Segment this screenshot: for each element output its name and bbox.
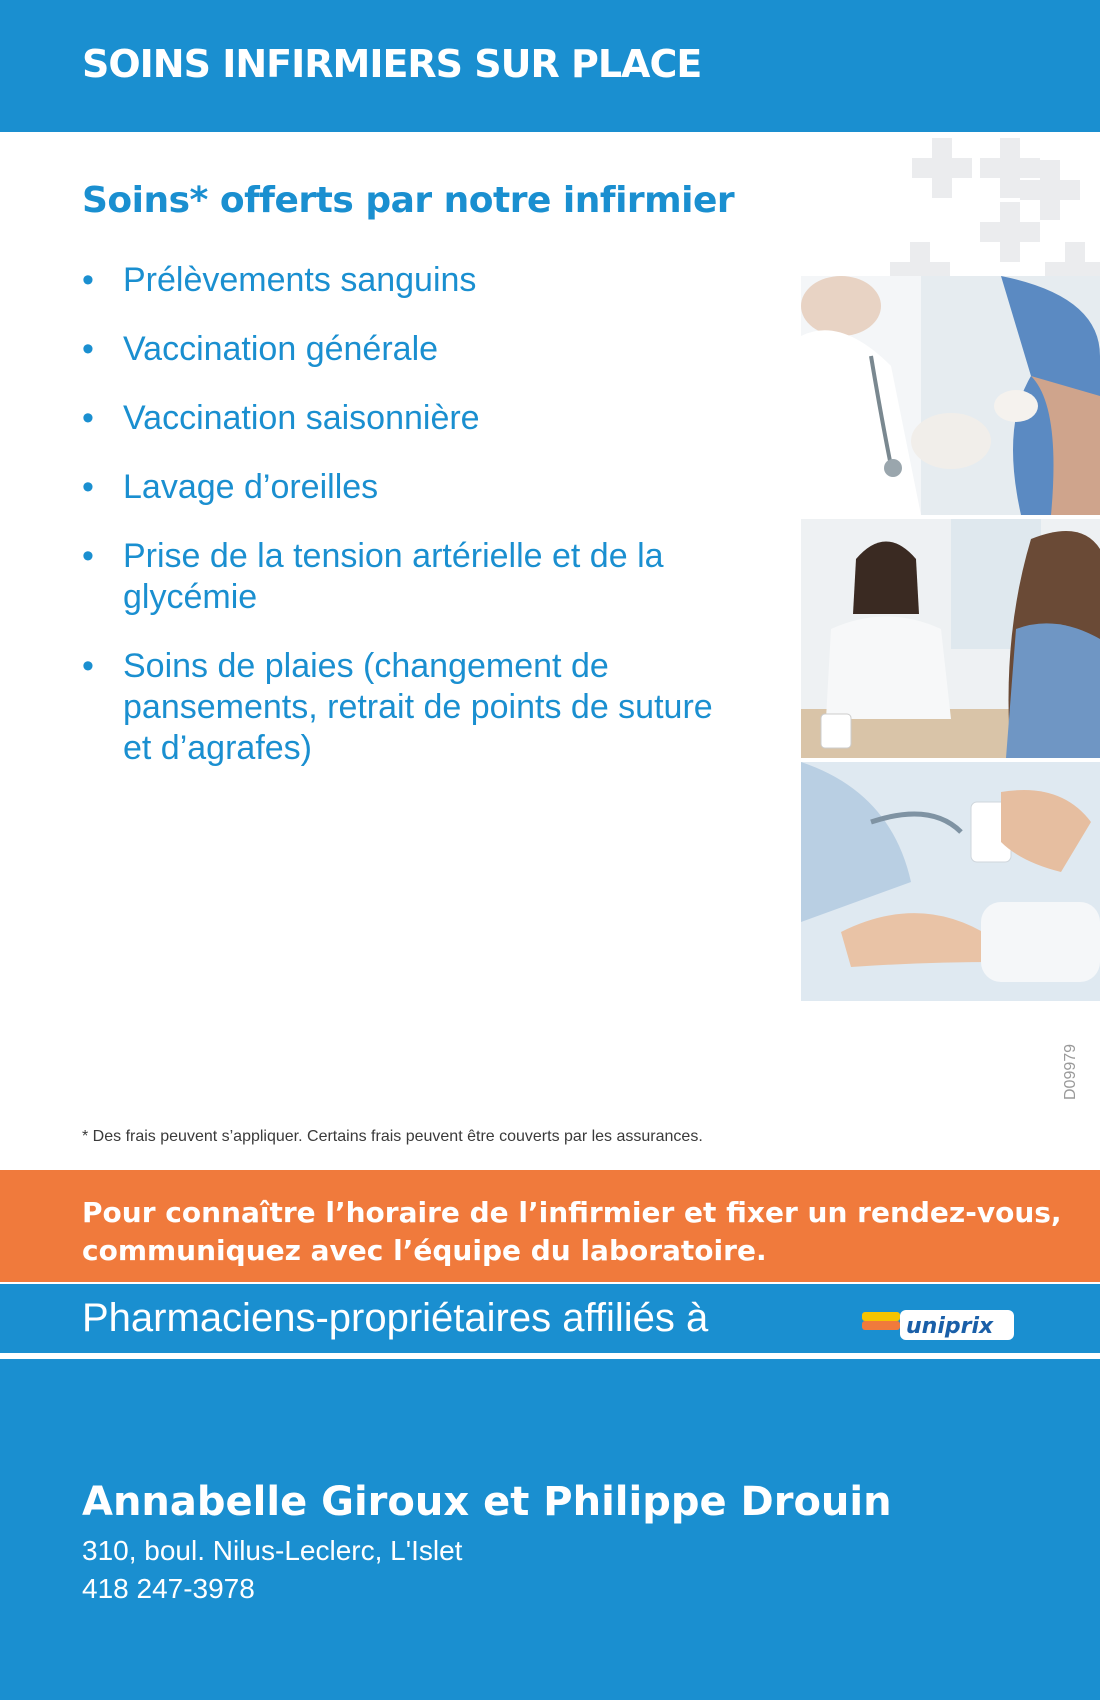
list-item [82, 646, 722, 769]
bullet-icon: • [82, 399, 94, 437]
bullet-icon: • [82, 468, 94, 506]
services-list [82, 260, 722, 797]
bullet-icon: • [82, 261, 94, 299]
service-label: Prélèvements sanguins [123, 261, 477, 299]
callout-banner [0, 1170, 1100, 1282]
service-label: Soins de plaies (changement de pansements, retrait de points de suture et d’agrafes) [123, 647, 713, 767]
bullet-icon: • [82, 647, 94, 685]
service-label: Lavage d’oreilles [123, 468, 379, 506]
service-label: Vaccination générale [123, 330, 439, 368]
affiliation-bar [0, 1284, 1100, 1356]
svg-text:uniprix: uniprix [906, 1314, 994, 1339]
photo-column [801, 276, 1100, 1005]
bullet-icon: • [82, 537, 94, 575]
list-item [82, 398, 722, 439]
uniprix-logo-icon [860, 1304, 1016, 1346]
nurse-vaccination-photo [801, 276, 1100, 515]
document-code: D09979 [1062, 1043, 1079, 1100]
owners-names: Annabelle Giroux et Philippe Drouin [82, 1479, 892, 1525]
list-item [82, 329, 722, 370]
callout-text: Pour connaître l’horaire de l’infirmier et fixer un rendez-vous, communiquez avec l’équipe du laboratoire. [82, 1196, 1062, 1267]
service-label: Prise de la tension artérielle et de la glycémie [123, 537, 664, 616]
decorative-crosses-icon [890, 132, 1100, 282]
section-title: Soins* offerts par notre infirmier [82, 180, 735, 221]
bullet-icon: • [82, 330, 94, 368]
store-address: 310, boul. Nilus-Leclerc, L'Islet [82, 1535, 463, 1566]
page-title: SOINS INFIRMIERS SUR PLACE [82, 42, 702, 86]
nurse-consultation-photo [801, 519, 1100, 758]
phone-number: 418 247-3978 [82, 1573, 255, 1604]
header-banner [0, 0, 1100, 132]
service-label: Vaccination saisonnière [123, 399, 480, 437]
list-item [82, 467, 722, 508]
wound-bandage-photo [801, 762, 1100, 1001]
list-item [82, 536, 722, 618]
affiliation-text: Pharmaciens-propriétaires affiliés à [82, 1296, 709, 1340]
list-item [82, 260, 722, 301]
contact-section [0, 1359, 1100, 1700]
footnote: * Des frais peuvent s’appliquer. Certains frais peuvent être couverts par les assurances. [82, 1128, 703, 1145]
